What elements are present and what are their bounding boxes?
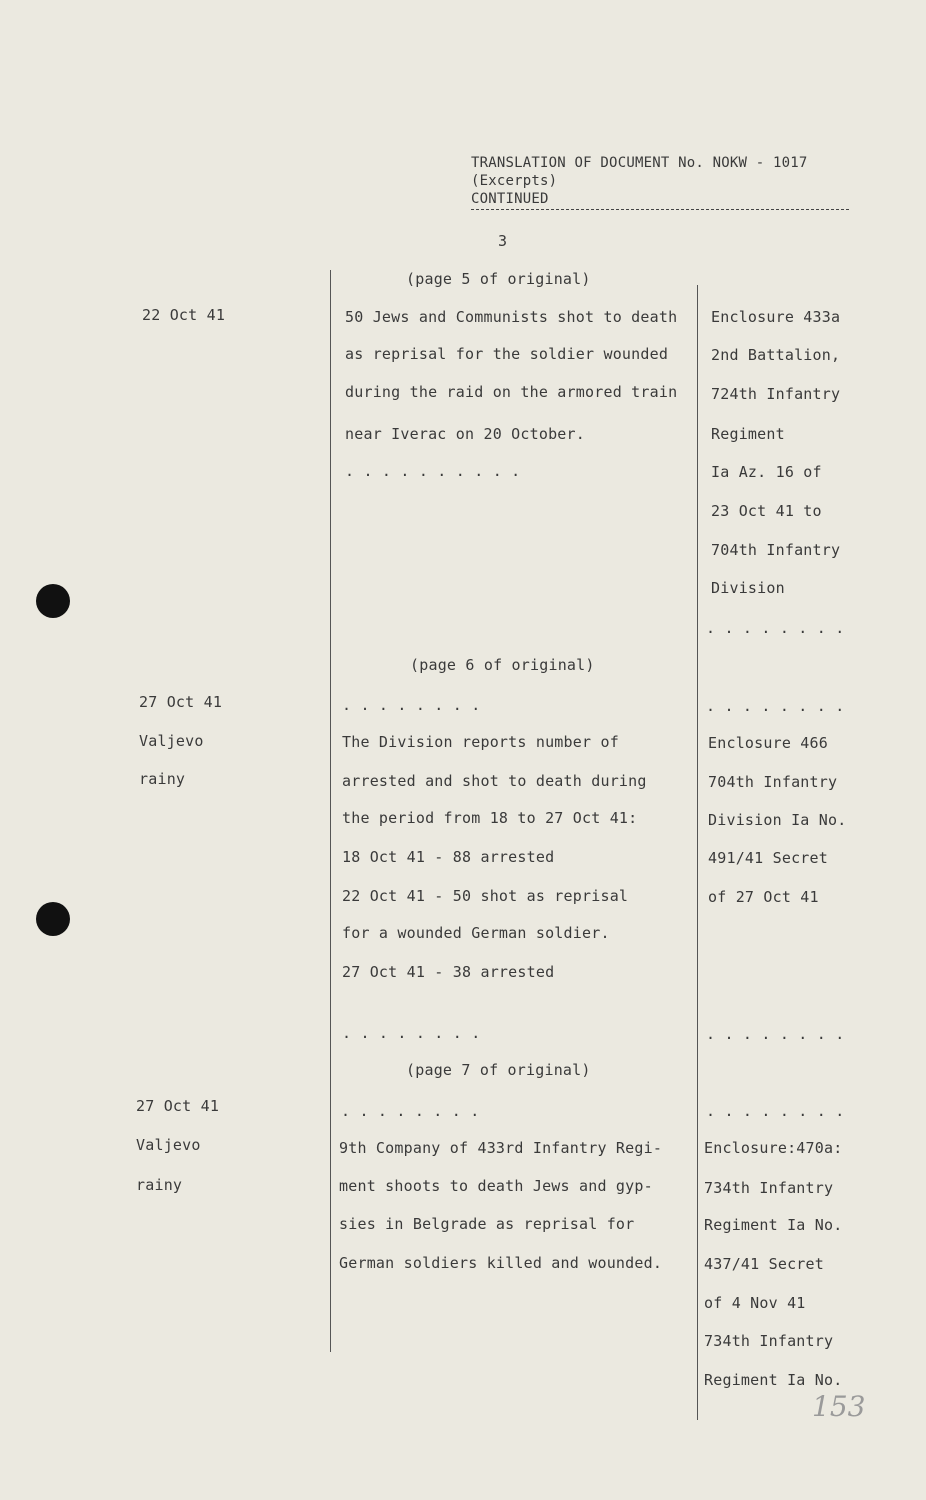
ellipsis-line: . . . . . . . . xyxy=(342,696,481,714)
ellipsis-line: . . . . . . . . xyxy=(341,1102,480,1120)
source-line: 724th Infantry xyxy=(711,385,841,403)
entry-date: 27 Oct 41 xyxy=(139,693,223,711)
column-rule-right xyxy=(697,285,698,1420)
entry-text-line: during the raid on the armored train xyxy=(345,383,678,401)
original-page-marker: (page 5 of original) xyxy=(406,270,591,288)
source-line: Enclosure:470a: xyxy=(704,1139,843,1157)
entry-text-line: sies in Belgrade as reprisal for xyxy=(339,1215,635,1233)
entry-text-line: 50 Jews and Communists shot to death xyxy=(345,308,678,326)
header-subtitle: (Excerpts) xyxy=(471,173,558,189)
source-line: 704th Infantry xyxy=(708,773,838,791)
ellipsis-line: . . . . . . . . xyxy=(706,619,845,637)
ellipsis-line: . . . . . . . . xyxy=(342,1024,481,1042)
source-line: Division Ia No. xyxy=(708,811,847,829)
entry-text-line: near Iverac on 20 October. xyxy=(345,425,585,443)
punch-hole-top xyxy=(36,584,70,618)
entry-text-line: 18 Oct 41 - 88 arrested xyxy=(342,848,555,866)
handwritten-page-number: 153 xyxy=(812,1390,866,1423)
source-line: Regiment Ia No. xyxy=(704,1216,843,1234)
entry-weather: rainy xyxy=(139,770,186,788)
source-line: Enclosure 466 xyxy=(708,734,828,752)
entry-text-line: ment shoots to death Jews and gyp- xyxy=(339,1177,653,1195)
source-line: 734th Infantry xyxy=(704,1179,834,1197)
entry-weather: rainy xyxy=(136,1176,183,1194)
source-line: 491/41 Secret xyxy=(708,849,828,867)
source-line: Enclosure 433a xyxy=(711,308,841,326)
original-page-marker: (page 6 of original) xyxy=(410,656,595,674)
column-rule-left xyxy=(330,270,331,1352)
header-title: TRANSLATION OF DOCUMENT No. NOKW - 1017 xyxy=(471,155,808,171)
source-line: Regiment Ia No. xyxy=(704,1371,843,1389)
entry-text-line: German soldiers killed and wounded. xyxy=(339,1254,663,1272)
ellipsis-line: . . . . . . . . . . xyxy=(345,462,521,480)
source-line: of 4 Nov 41 xyxy=(704,1294,806,1312)
entry-location: Valjevo xyxy=(136,1136,201,1154)
entry-text-line: 22 Oct 41 - 50 shot as reprisal xyxy=(342,887,629,905)
source-line: Ia Az. 16 of xyxy=(711,463,822,481)
source-line: 734th Infantry xyxy=(704,1332,834,1350)
source-line: 437/41 Secret xyxy=(704,1255,824,1273)
entry-location: Valjevo xyxy=(139,732,204,750)
source-line: 23 Oct 41 to xyxy=(711,502,822,520)
header-rule xyxy=(471,209,849,210)
entry-text-line: 9th Company of 433rd Infantry Regi- xyxy=(339,1139,663,1157)
ellipsis-line: . . . . . . . . xyxy=(706,697,845,715)
entry-text-line: as reprisal for the soldier wounded xyxy=(345,345,669,363)
entry-text-line: The Division reports number of xyxy=(342,733,619,751)
source-line: of 27 Oct 41 xyxy=(708,888,819,906)
header-continued: CONTINUED xyxy=(471,191,549,207)
entry-text-line: for a wounded German soldier. xyxy=(342,924,610,942)
page-number: 3 xyxy=(498,232,508,250)
ellipsis-line: . . . . . . . . xyxy=(706,1102,845,1120)
punch-hole-bottom xyxy=(36,902,70,936)
entry-text-line: the period from 18 to 27 Oct 41: xyxy=(342,809,638,827)
entry-date: 27 Oct 41 xyxy=(136,1097,220,1115)
source-line: 2nd Battalion, xyxy=(711,346,841,364)
source-line: Regiment xyxy=(711,425,785,443)
source-line: Division xyxy=(711,579,785,597)
original-page-marker: (page 7 of original) xyxy=(406,1061,591,1079)
entry-text-line: arrested and shot to death during xyxy=(342,772,647,790)
entry-text-line: 27 Oct 41 - 38 arrested xyxy=(342,963,555,981)
ellipsis-line: . . . . . . . . xyxy=(706,1025,845,1043)
source-line: 704th Infantry xyxy=(711,541,841,559)
entry-date: 22 Oct 41 xyxy=(142,306,226,324)
